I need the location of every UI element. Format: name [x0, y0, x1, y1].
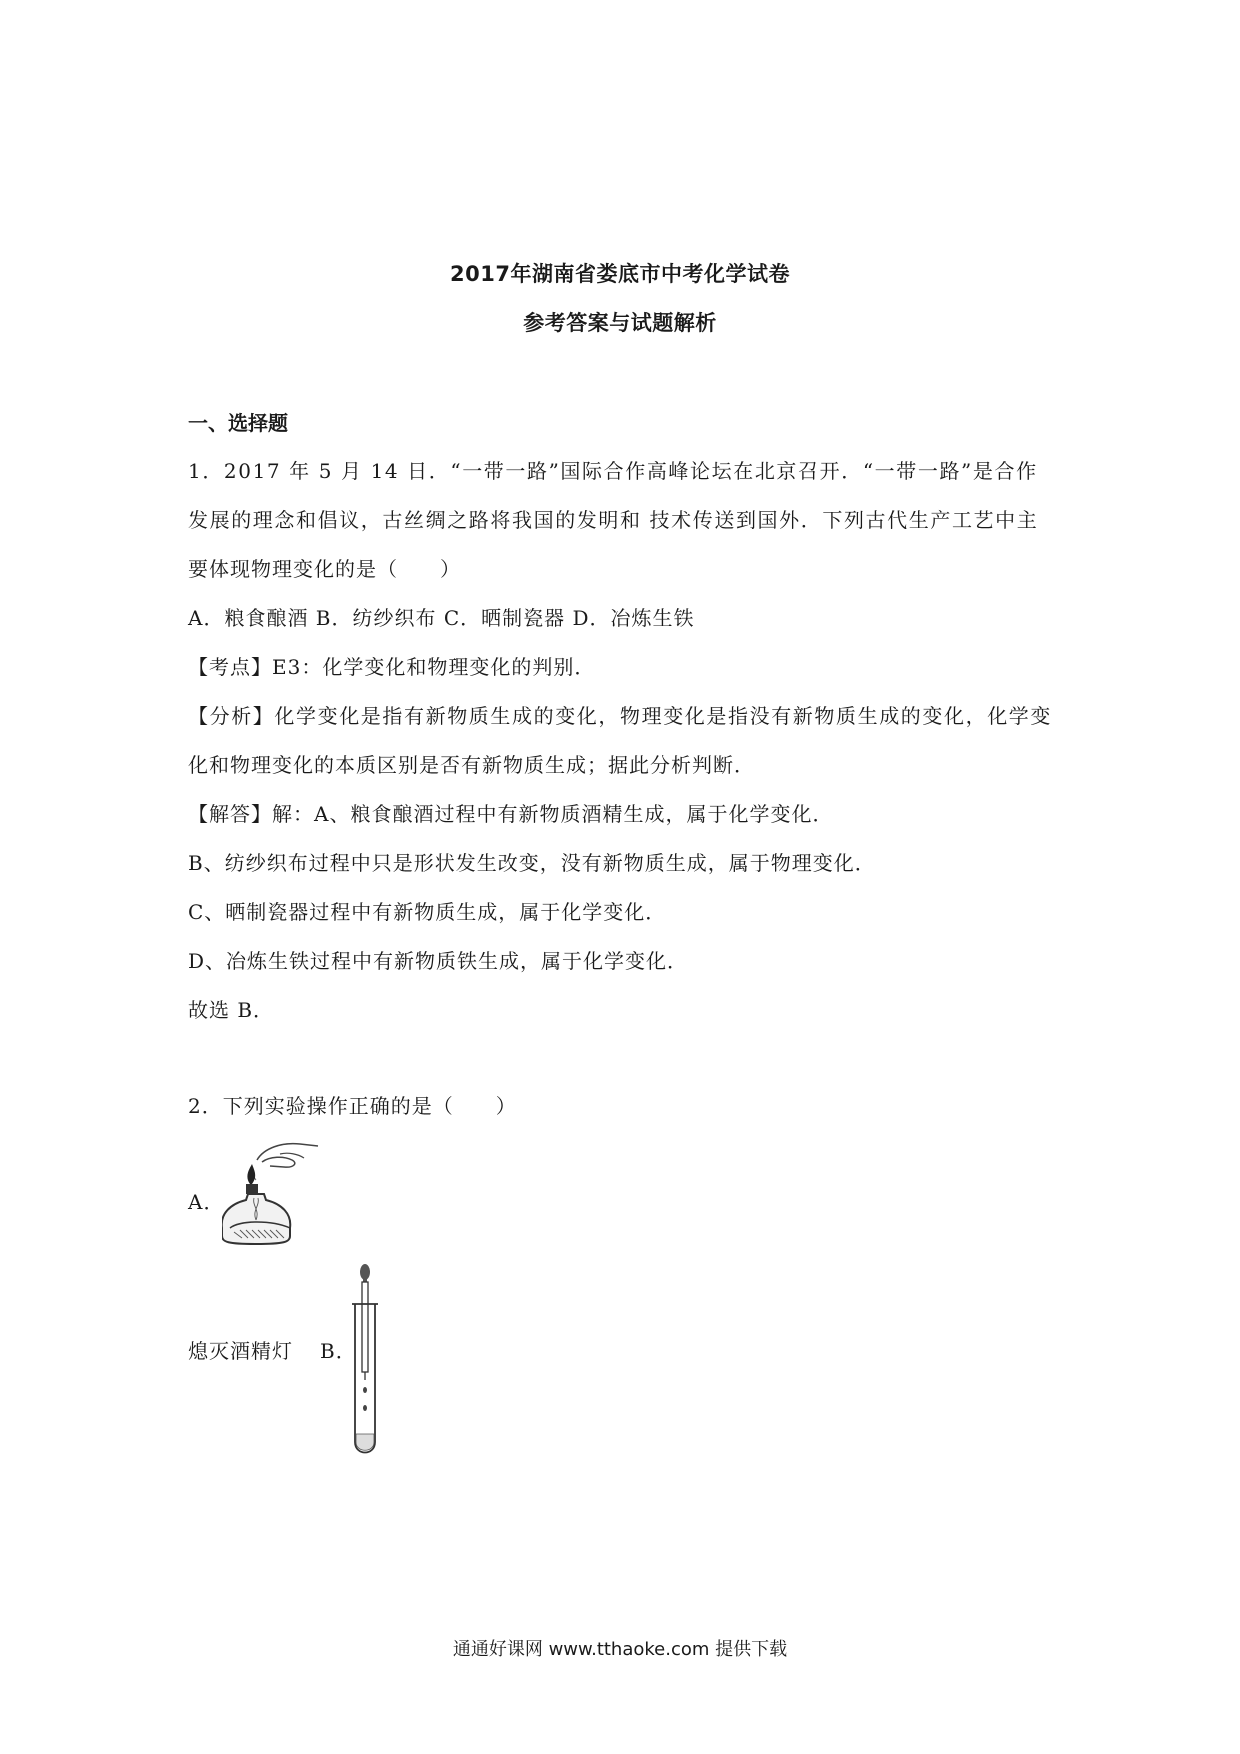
- question-1-analysis-line-1: 【分析】化学变化是指有新物质生成的变化，物理变化是指没有新物质生成的变化，化学变: [188, 704, 1052, 728]
- question-1-stem-line-3: 要体现物理变化的是（ ）: [188, 557, 461, 581]
- question-1-stem-line-1: 1．2017 年 5 月 14 日．“一带一路”国际合作高峰论坛在北京召开．“一带一路”是合作: [188, 459, 1038, 483]
- question-1-analysis-line-2: 化和物理变化的本质区别是否有新物质生成；据此分析判断．: [188, 753, 755, 777]
- question-2-option-a-caption: 熄灭酒精灯: [188, 1339, 293, 1363]
- question-1-solution-d: D、冶炼生铁过程中有新物质铁生成，属于化学变化．: [188, 949, 689, 973]
- question-1-kaodian: 【考点】E3：化学变化和物理变化的判别．: [188, 655, 596, 679]
- page-title: 2017年湖南省娄底市中考化学试卷: [450, 262, 790, 286]
- question-1-options: A．粮食酿酒 B．纺纱织布 C．晒制瓷器 D．冶炼生铁: [188, 606, 695, 630]
- question-1-solution-a: 【解答】解：A、粮食酿酒过程中有新物质酒精生成，属于化学变化．: [188, 802, 834, 826]
- question-2-option-a-label: A．: [188, 1190, 225, 1214]
- alcohol-lamp-icon: [222, 1132, 322, 1252]
- question-1-answer: 故选 B．: [188, 998, 275, 1022]
- question-2-option-b-label: B．: [320, 1339, 357, 1363]
- question-1-solution-b: B、纺纱织布过程中只是形状发生改变，没有新物质生成，属于物理变化．: [188, 851, 876, 875]
- page-subtitle: 参考答案与试题解析: [523, 311, 717, 335]
- footer-text: 通通好课网 www.tthaoke.com 提供下载: [452, 1639, 788, 1660]
- question-1-solution-c: C、晒制瓷器过程中有新物质生成，属于化学变化．: [188, 900, 667, 924]
- section-heading: 一、选择题: [188, 411, 288, 435]
- question-1-stem-line-2: 发展的理念和倡议，古丝绸之路将我国的发明和 技术传送到国外．下列古代生产工艺中主: [188, 508, 1039, 532]
- dropper-test-tube-icon: [345, 1262, 385, 1462]
- question-2-stem: 2．下列实验操作正确的是（ ）: [188, 1094, 517, 1118]
